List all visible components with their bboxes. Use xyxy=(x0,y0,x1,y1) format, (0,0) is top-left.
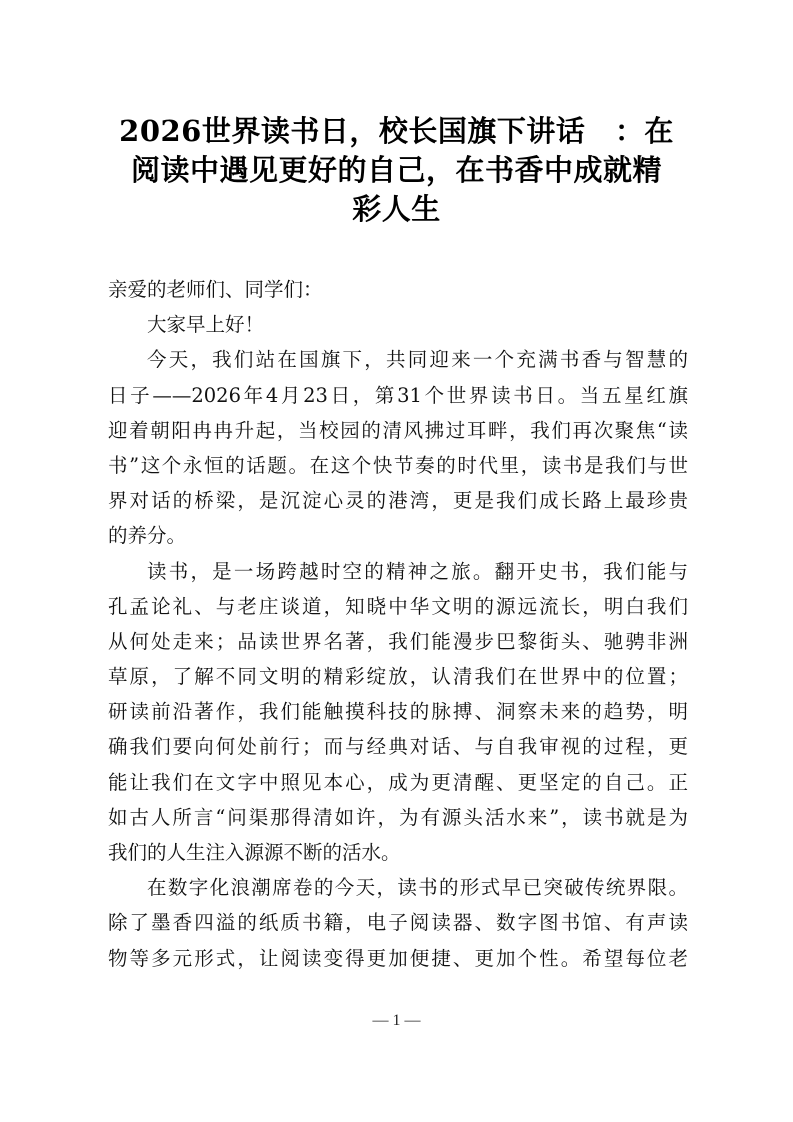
paragraph-line: 能让我们在文字中照见本心，成为更清醒、更坚定的自己。正 xyxy=(108,770,688,794)
page-number: — 1 — xyxy=(372,1012,421,1029)
paragraph-line: 读书，是一场跨越时空的精神之旅。翻开史书，我们能与 xyxy=(147,559,688,583)
paragraph-3 xyxy=(108,870,688,976)
paragraph-line: 确我们要向何处前行；而与经典对话、与自我审视的过程，更 xyxy=(108,735,688,759)
paragraph-1 xyxy=(108,342,688,553)
paragraph-line: 界对话的桥梁，是沉淀心灵的港湾，更是我们成长路上最珍贵 xyxy=(108,489,688,513)
paragraph-line: 我们的人生注入源源不断的活水。 xyxy=(108,841,401,864)
title-line-3: 彩人生 xyxy=(352,192,441,226)
paragraph-line: 研读前沿著作，我们能触摸科技的脉搏、洞察未来的趋势，明 xyxy=(108,700,688,724)
paragraph-line: 今天，我们站在国旗下，共同迎来一个充满书香与智慧的 xyxy=(147,348,688,372)
salutation: 亲爱的老师们、同学们： xyxy=(108,278,323,301)
paragraph-line: 草原，了解不同文明的精彩绽放，认清我们在世界中的位置； xyxy=(108,665,688,689)
title-line-2: 阅读中遇见更好的自己，在书香中成就精 xyxy=(130,153,662,187)
paragraph-line: 除了墨香四溢的纸质书籍，电子阅读器、数字图书馆、有声读 xyxy=(108,911,688,935)
paragraph-line: 日子——2026年4月23日，第31个世界读书日。当五星红旗 xyxy=(108,383,688,407)
paragraph-2 xyxy=(108,554,688,871)
paragraph-line: 从何处走来；品读世界名著，我们能漫步巴黎街头、驰骋非洲 xyxy=(108,629,688,653)
document-title xyxy=(100,112,693,229)
paragraph-line: 的养分。 xyxy=(108,524,187,548)
document-body xyxy=(108,272,688,976)
paragraph-line: 在数字化浪潮席卷的今天，读书的形式早已突破传统界限。 xyxy=(147,876,688,900)
paragraph-line: 书”这个永恒的话题。在这个快节奏的时代里，读书是我们与世 xyxy=(108,453,688,477)
paragraph-line: 如古人所言“问渠那得清如许，为有源头活水来”，读书就是为 xyxy=(108,805,688,829)
title-line-1: 2026世界读书日，校长国旗下讲话 ：在 xyxy=(119,114,674,148)
paragraph-line: 迎着朝阳冉冉升起，当校园的清风拂过耳畔，我们再次聚焦“读 xyxy=(108,418,688,442)
paragraph-line: 物等多元形式，让阅读变得更加便捷、更加个性。希望每位老 xyxy=(108,946,688,970)
paragraph-line: 孔孟论礼、与老庄谈道，知晓中华文明的源远流长，明白我们 xyxy=(108,594,688,618)
greeting: 大家早上好！ xyxy=(147,313,265,337)
